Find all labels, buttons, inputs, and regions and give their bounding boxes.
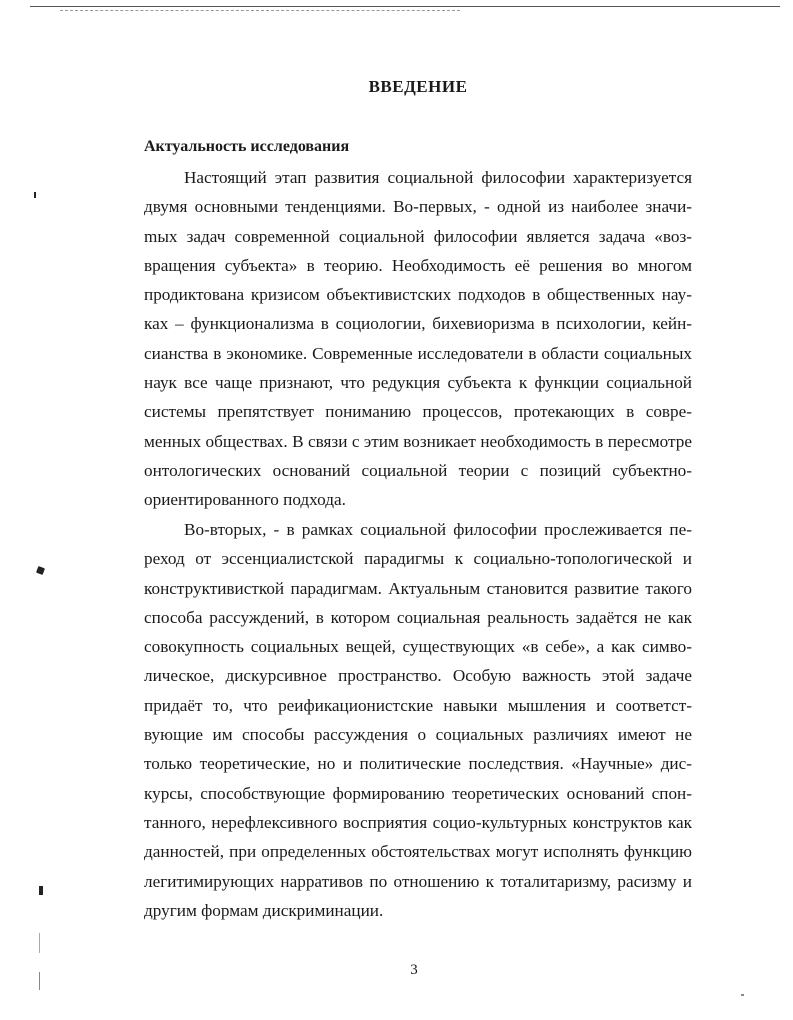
scan-artifact-mark [39, 933, 40, 953]
page-title: ВВЕДЕНИЕ [368, 77, 468, 96]
body-paragraph: Настоящий этап развития социальной философии характеризуется двумя основными тенденциями. Во-первых, - одной из наиболее значиmых задач современной социальной философии является задача «возвращения субъекта» в теорию. Необходимость её решения во многом продиктована кризисом объективистских подходов в общественных науках – функционализма в социологии, бихевиоризма в психологии, кейнсианства в экономике. Современные исследователи в области социальных наук все чаще признают, что редукция субъекта к функции социальной системы препятствует пониманию процессов, протекающих в современных обществах. В связи с этим возникает необходимость в пересмотре онтологических оснований социальной теории с позиций субъектно-ориентированного подхода. [144, 168, 692, 510]
scan-top-rule [30, 6, 780, 7]
scan-artifact-mark [39, 972, 40, 990]
section-heading: Актуальность исследования [144, 138, 350, 155]
scan-artifact-mark [34, 192, 36, 198]
scan-top-rule-secondary [60, 10, 460, 11]
scan-artifact-mark [741, 994, 744, 996]
scan-artifact-mark [36, 566, 45, 575]
body-paragraph: Во-вторых, - в рамках социальной философии прослеживается переход от эссенциалистской парадигмы к социально-топологической и конструктивисткой парадигмам. Актуальным становится развитие такого способа рассуждений, в котором социальная реальность задаётся не как совокупность социальных вещей, существующих «в себе», а как символическое, дискурсивное пространство. Особую важность этой задаче придаёт то, что реификационистские навыки мышления и соответствующие им способы рассуждения о социальных различиях имеют не только теоретические, но и политические последствия. «Научные» дискурсы, способствующие формированию теоретических оснований спонтанного, нерефлексивного восприятия социо-культурных конструктов как данностей, при определенных обстоятельствах могут исполнять функцию легитимирующих нарративов по отношению к тоталитаризму, расизму и другим формам дискриминации. [144, 520, 692, 920]
scan-artifact-mark [39, 886, 43, 895]
page-number: 3 [410, 962, 418, 978]
